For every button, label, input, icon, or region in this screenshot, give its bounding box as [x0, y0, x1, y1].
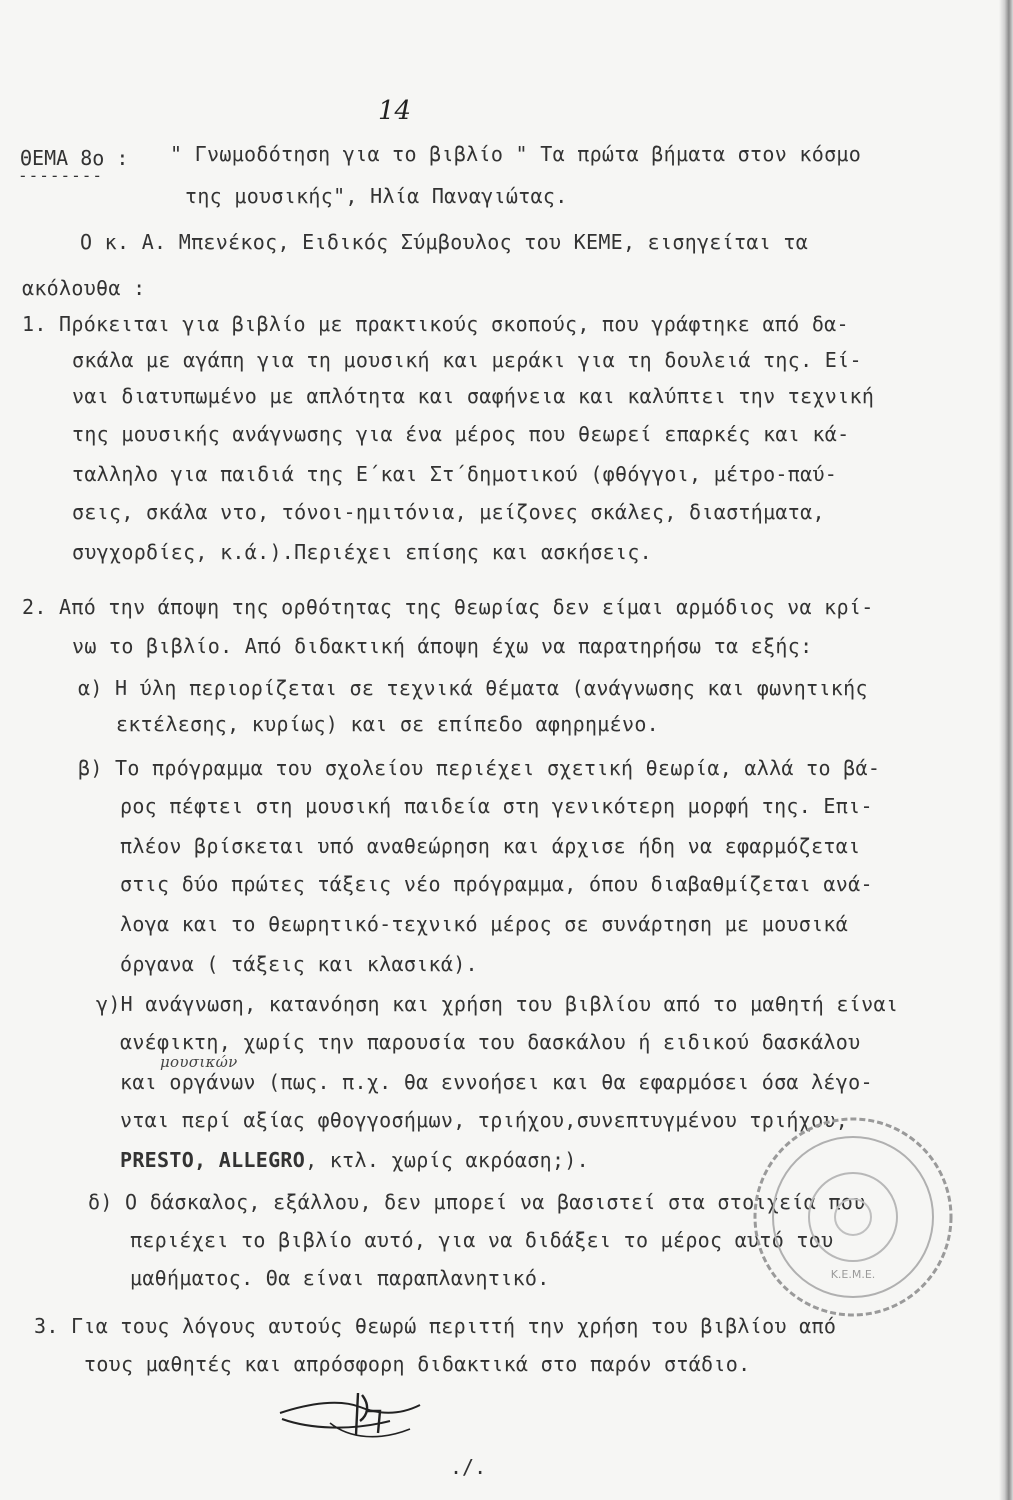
theme-label: ΘΕΜΑ 8ο :: [20, 146, 129, 170]
p2b-line-5: λογα και το θεωρητικό-τεχνικό μέρος σε συνάρτηση με μουσικά: [120, 912, 849, 936]
p2c-line-3: και οργάνων (πως. π.χ. θα εννοήσει και θα εφαρμόσει όσα λέγο-: [120, 1070, 873, 1094]
p1-line-1: 1. Πρόκειται για βιβλίο με πρακτικούς σκοπούς, που γράφτηκε από δα-: [22, 312, 849, 336]
p2c-line-1: γ)Η ανάγνωση, κατανόηση και χρήση του βιβλίου από το μαθητή είναι: [96, 992, 899, 1016]
p2-line-1: 2. Από την άποψη της ορθότητας της θεωρίας δεν είμαι αρμόδιος να κρί-: [22, 595, 874, 619]
p2d-line-3: μαθήματος. Θα είναι παραπλανητικό.: [130, 1266, 550, 1290]
p2b-line-2: ρος πέφτει στη μουσική παιδεία στη γενικότερη μορφή της. Επι-: [120, 794, 873, 818]
p2b-line-6: όργανα ( τάξεις και κλασικά).: [120, 952, 478, 976]
p2d-line-2: περιέχει το βιβλίο αυτό, για να διδάξει το μέρος αυτό του: [130, 1228, 834, 1252]
p2-line-2: νω το βιβλίο. Από διδακτική άποψη έχω να παρατηρήσω τα εξής:: [72, 634, 813, 658]
p1-line-5: ταλληλο για παιδιά της Ε΄και Στ΄δημοτικού (φθόγγοι, μέτρο-παύ-: [72, 462, 838, 486]
p2d-line-1: δ) Ο δάσκαλος, εξάλλου, δεν μπορεί να βασιστεί στα στοιχεία που: [88, 1190, 866, 1214]
p3-line-1: 3. Για τους λόγους αυτούς θεωρώ περιττή την χρήση του βιβλίου από: [34, 1314, 837, 1338]
p2a-line-2: εκτέλεσης, κυρίως) και σε επίπεδο αφηρημένο.: [116, 712, 660, 736]
handwritten-insert: μουσικών: [160, 1053, 238, 1071]
tempo-terms: PRESTO, ALLEGRO: [120, 1148, 306, 1172]
title-line-2: της μουσικής", Ηλία Παναγιώτας.: [185, 184, 568, 208]
binding-edge: [999, 0, 1013, 1500]
page-number: 14: [378, 96, 412, 126]
p2b-line-3: πλέον βρίσκεται υπό αναθεώρηση και άρχισε ήδη να εφαρμόζεται: [120, 834, 861, 858]
p1-line-3: ναι διατυπωμένο με απλότητα και σαφήνεια και καλύπτει την τεχνική: [72, 384, 875, 408]
p2a-line-1: α) Η ύλη περιορίζεται σε τεχνικά θέματα (ανάγνωσης και φωνητικής: [78, 676, 868, 700]
p2c-line-4: νται περί αξίας φθογγοσήμων, τριήχου,συνεπτυγμένου τριήχου,: [120, 1108, 849, 1132]
p1-line-7: συγχορδίες, κ.ά.).Περιέχει επίσης και ασκήσεις.: [72, 540, 653, 564]
p1-line-4: της μουσικής ανάγνωσης για ένα μέρος που θεωρεί επαρκές και κά-: [72, 422, 850, 446]
p2c-line-2: ανέφικτη, χωρίς την παρουσία του δασκάλου ή ειδικού δασκάλου: [120, 1030, 861, 1054]
official-stamp-icon: [748, 1112, 958, 1322]
p1-line-2: σκάλα με αγάπη για τη μουσική και μεράκι για τη δουλειά της. Εί-: [72, 348, 862, 372]
intro-line-2: ακόλουθα :: [22, 276, 146, 300]
p3-line-2: τους μαθητές και απρόσφορη διδακτικά στο παρόν στάδιο.: [84, 1352, 751, 1376]
svg-text:Κ.Ε.Μ.Ε.: Κ.Ε.Μ.Ε.: [830, 1268, 876, 1281]
p2c-line-5: PRESTO, ALLEGRO, κτλ. χωρίς ακρόαση;).: [120, 1148, 589, 1172]
end-mark: ./.: [450, 1455, 487, 1479]
signature-icon: [270, 1385, 430, 1445]
p2b-line-1: β) Το πρόγραμμα του σχολείου περιέχει σχετική θεωρία, αλλά το βά-: [78, 756, 881, 780]
p1-line-6: σεις, σκάλα ντο, τόνοι-ημιτόνια, μείζονες σκάλες, διαστήματα,: [72, 500, 825, 524]
intro-line-1: Ο κ. Α. Μπενέκος, Ειδικός Σύμβουλος του ΚΕΜΕ, εισηγείται τα: [80, 230, 809, 254]
theme-underline: --------: [18, 166, 104, 185]
title-line-1: " Γνωμοδότηση για το βιβλίο " Τα πρώτα βήματα στον κόσμο: [170, 142, 862, 166]
p2b-line-4: στις δύο πρώτες τάξεις νέο πρόγραμμα, όπου διαβαθμίζεται ανά-: [120, 872, 873, 896]
